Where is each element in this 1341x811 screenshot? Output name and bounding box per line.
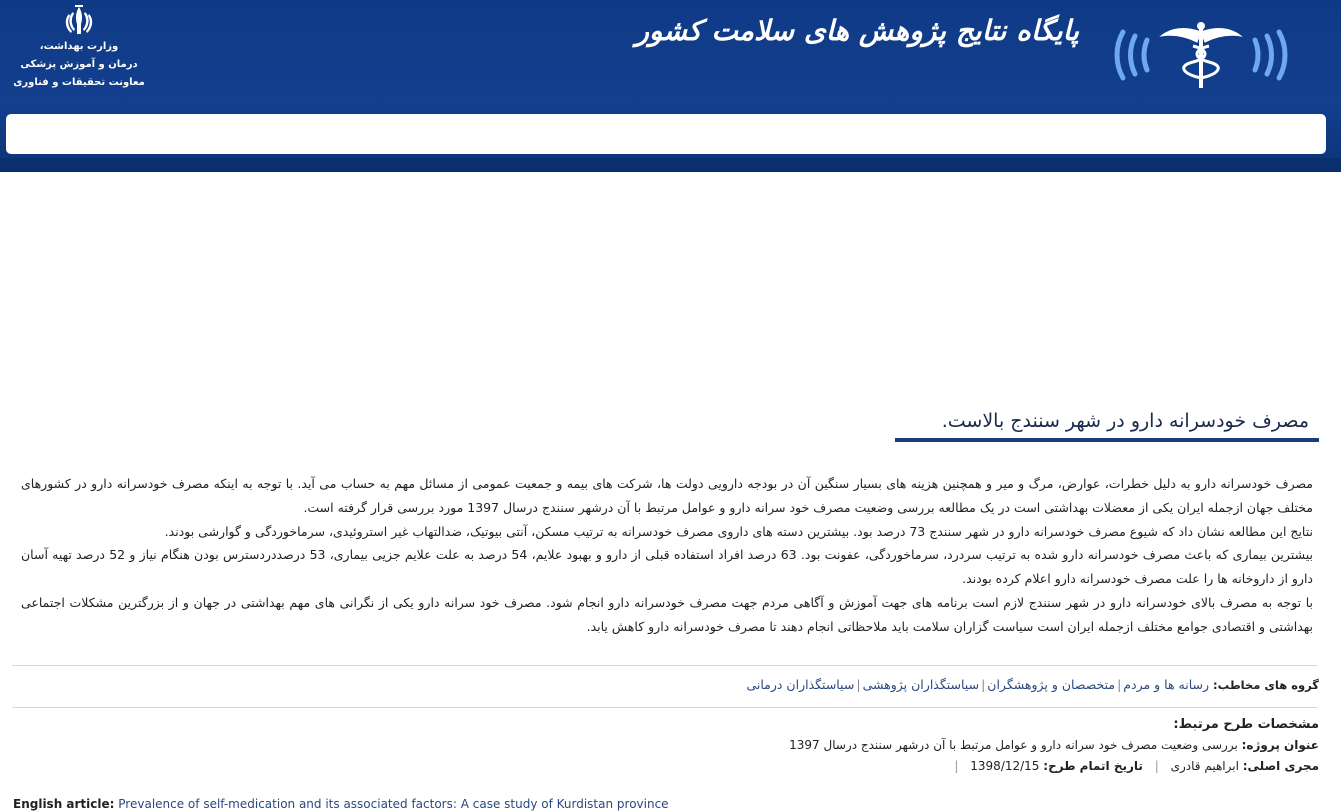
article-paragraph: بیشترین بیماری که باعث مصرف خودسرانه دارو شده به ترتیب سردرد، سرماخوردگی، عفونت بود. 63 درصد افراد استفاده قبلی از دارو و بهبود علایم، 54 درصد به علت علایم جزیی بیماری، 53 درصددردسترس بودن هنگام نیاز و 52 درصد تهیه آسان دارو از داروخانه ها را علت مصرف خودسرانه دارو اعلام کرده بودند. bbox=[21, 547, 1313, 587]
english-article-label: English article: bbox=[13, 797, 115, 811]
nav-bar bbox=[6, 114, 1326, 154]
iran-emblem-icon bbox=[59, 4, 99, 38]
site-header bbox=[0, 0, 1341, 172]
project-meta-row bbox=[19, 759, 1319, 773]
ministry-line-2: درمان و آموزش پزشکی bbox=[20, 59, 138, 70]
audience-link-treatment-policy[interactable]: سیاستگذاران درمانی bbox=[746, 677, 855, 692]
project-title-row bbox=[19, 738, 1319, 752]
project-heading: مشخصات طرح مرتبط: bbox=[1173, 717, 1319, 732]
ministry-line-1: وزارت بهداشت، bbox=[39, 41, 119, 52]
project-title-value: بررسی وضعیت مصرف خود سرانه دارو و عوامل مرتبط با آن درشهر سنندج درسال 1397 bbox=[789, 738, 1238, 752]
ministry-block[interactable] bbox=[10, 4, 148, 92]
divider bbox=[12, 665, 1317, 666]
separator: | bbox=[1117, 677, 1122, 692]
audience-link-media[interactable]: رسانه ها و مردم bbox=[1123, 677, 1210, 692]
article-body bbox=[21, 472, 1313, 639]
site-title[interactable]: پایگاه نتایج پژوهش های سلامت کشور bbox=[635, 14, 1079, 47]
article-paragraph: مصرف خودسرانه دارو به دلیل خطرات، عوارض، مرگ و میر و همچنین هزینه های بسیار سنگین آن در بودجه دارویی دولت ها، شرکت های بیمه و جمعیت عمومی از مسائل مهم به حساب می آید. با توجه به اینکه مصرف خودسرانه دارو در کشورهای مختلف جهان ازجمله ایران یکی از معضلات بهداشتی است در یک مطالعه بررسی وضعیت مصرف خود سرانه دارو و عوامل مرتبط با آن درشهر سنندج درسال 1397 مورد بررسی قرار گرفته است. bbox=[21, 476, 1313, 515]
end-date-value: 1398/12/15 bbox=[970, 759, 1040, 773]
article-paragraph: با توجه به مصرف بالای خودسرانه دارو در شهر سنندج لازم است برنامه های جهت آموزش و آگاهی مردم جهت مصرف خودسرانه دارو انجام شود. مصرف خود سرانه دارو یکی از نگرانی های مهم بهداشتی در جهان و از بزرگترین مشکلات اجتماعی بهداشتی و اقتصادی جوامع مختلف ازجمله ایران است سیاست گزاران سلامت باید ملاحظاتی انجام دهند تا مصرف خودسرانه دارو کاهش یابد. bbox=[21, 594, 1313, 634]
separator: | bbox=[954, 759, 959, 773]
article-title-block bbox=[895, 410, 1319, 442]
english-article-link[interactable]: Prevalence of self-medication and its associated factors: A case study of Kurdistan province bbox=[118, 797, 669, 811]
caduceus-icon[interactable] bbox=[1113, 18, 1289, 92]
separator: | bbox=[856, 677, 861, 692]
executor-value: ابراهیم قادری bbox=[1170, 759, 1239, 773]
project-details bbox=[19, 717, 1319, 780]
ministry-line-3: معاونت تحقیقات و فناوری bbox=[13, 77, 145, 88]
executor-label: مجری اصلی: bbox=[1242, 759, 1319, 773]
english-article bbox=[13, 797, 669, 811]
audience-groups bbox=[19, 677, 1319, 692]
separator: | bbox=[1154, 759, 1159, 773]
article-paragraph: نتایج این مطالعه نشان داد که شیوع مصرف خودسرانه دارو در شهر سنندج 73 درصد بود. بیشترین دسته های داروی مصرف خودسرانه به ترتیب مسکن، آنتی بیوتیک، ضدالتهاب غیر استروئیدی، سرماخوردگی و گوارشی بودند. bbox=[164, 523, 1313, 539]
project-title-label: عنوان پروژه: bbox=[1241, 738, 1319, 752]
divider bbox=[12, 707, 1317, 708]
audience-link-research-policy[interactable]: سیاستگذاران پژوهشی bbox=[862, 677, 980, 692]
audience-link-researchers[interactable]: متخصصان و پژوهشگران bbox=[987, 677, 1116, 692]
article-title: مصرف خودسرانه دارو در شهر سنندج بالاست. bbox=[941, 410, 1309, 432]
end-date-label: تاریخ اتمام طرح: bbox=[1043, 759, 1143, 773]
header-bottom-strip bbox=[0, 158, 1341, 172]
separator: | bbox=[981, 677, 986, 692]
audience-label: گروه های مخاطب: bbox=[1213, 678, 1319, 692]
